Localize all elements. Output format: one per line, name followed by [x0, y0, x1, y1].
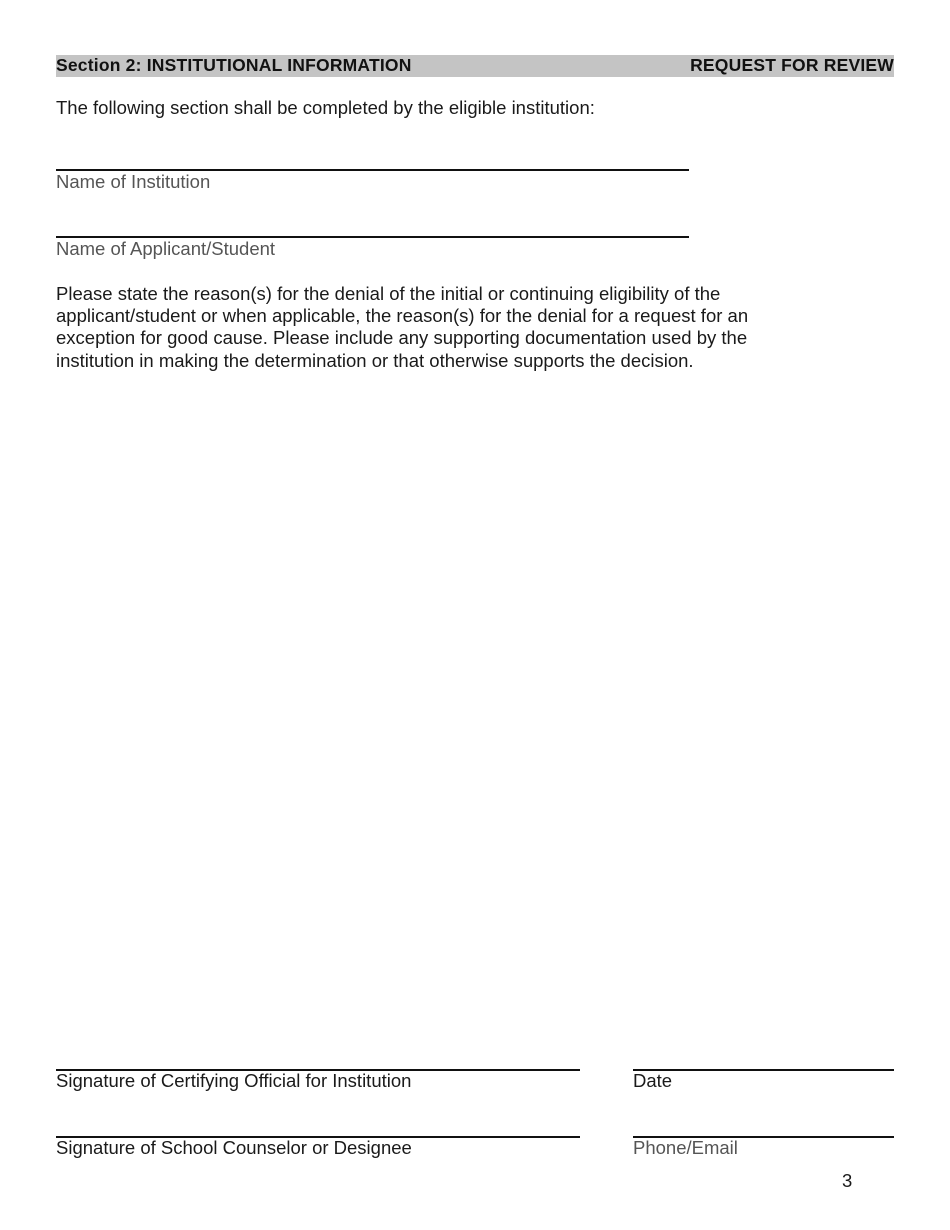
institution-name-label: Name of Institution [56, 171, 211, 192]
applicant-name-label: Name of Applicant/Student [56, 238, 276, 259]
form-title: REQUEST FOR REVIEW [690, 55, 894, 75]
intro-text: The following section shall be completed by the eligible institution: [56, 97, 595, 118]
date-label: Date [633, 1070, 673, 1091]
page-number: 3 [842, 1170, 853, 1191]
date-field[interactable] [633, 1069, 894, 1071]
counselor-signature-label: Signature of School Counselor or Designee [56, 1137, 412, 1158]
instructions-line: Please state the reason(s) for the denial of the initial or continuing eligibility of the [56, 283, 721, 304]
instructions-line: institution in making the determination or that otherwise supports the decision. [56, 349, 694, 371]
phone-email-label: Phone/Email [633, 1137, 738, 1158]
official-signature-label: Signature of Certifying Official for Institution [56, 1070, 412, 1091]
instructions-line: applicant/student or when applicable, the reason(s) for the denial for a request for an [56, 305, 749, 327]
denial-reason-response-area[interactable] [56, 385, 894, 1045]
denial-reason-instructions [56, 283, 856, 372]
section-header-bar [56, 55, 894, 77]
instructions-line: exception for good cause. Please include any supporting documentation used by the [56, 327, 748, 349]
section-title: Section 2: INSTITUTIONAL INFORMATION [56, 55, 412, 75]
